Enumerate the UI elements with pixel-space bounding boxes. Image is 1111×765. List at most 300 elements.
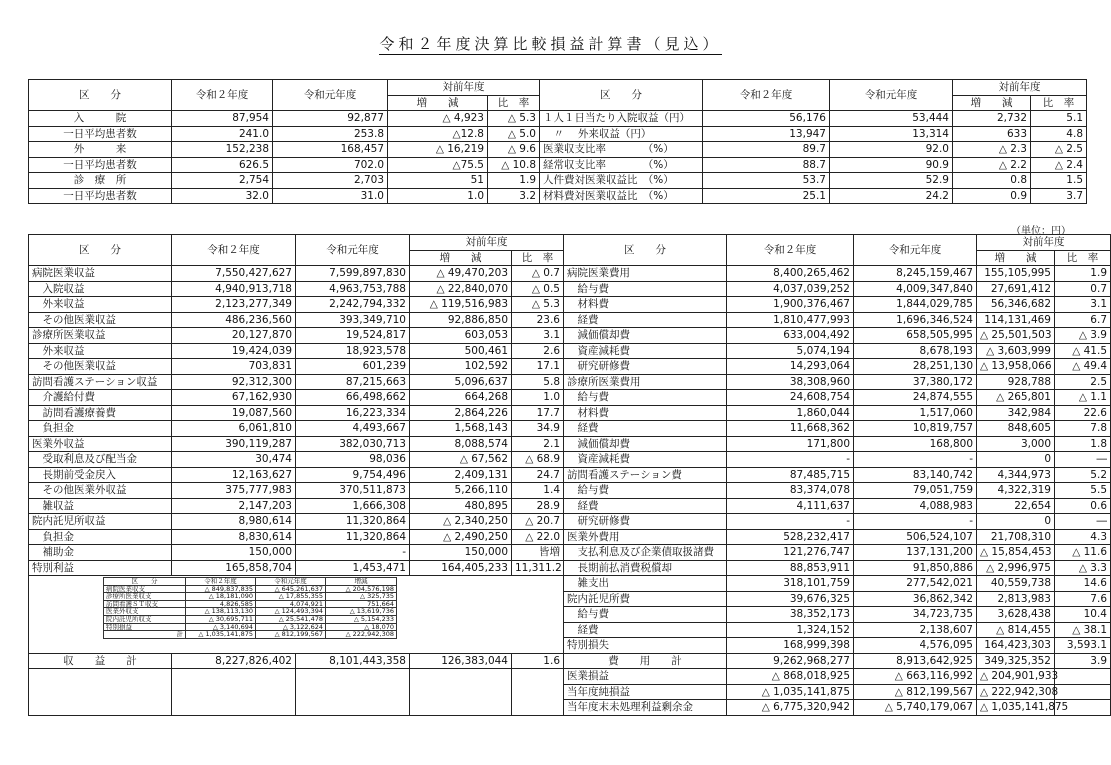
row-label: 院内託児所費 — [564, 591, 727, 607]
table-cell: 349,325,352 — [977, 653, 1055, 669]
table-cell: 1,666,308 — [296, 498, 410, 514]
header-zougen: 増 減 — [953, 95, 1031, 111]
table-cell: 24,874,555 — [854, 390, 977, 406]
table-cell: 4,111,637 — [727, 498, 854, 514]
table-cell: △ 204,901,933 — [977, 669, 1055, 685]
row-label: その他医業収益 — [29, 312, 172, 328]
table-cell: 66,498,662 — [296, 390, 410, 406]
table-cell: △ 20.7 — [512, 514, 564, 530]
table-cell: △ 3.9 — [1055, 328, 1111, 344]
table-row — [29, 421, 1111, 437]
row-label: 補助金 — [29, 545, 172, 561]
table-cell: 34.9 — [512, 421, 564, 437]
table-cell: △12.8 — [388, 126, 488, 142]
row-label: 長期前受金戻入 — [29, 467, 172, 483]
inset-cell: △ 849,837,835 — [186, 585, 256, 593]
table-cell: 121,276,747 — [727, 545, 854, 561]
table-cell: △75.5 — [388, 157, 488, 173]
row-label: 一日平均患者数 — [29, 126, 172, 142]
table-cell: 4,009,347,840 — [854, 281, 977, 297]
table-cell: 4,963,753,788 — [296, 281, 410, 297]
table-cell: △ 22.0 — [512, 529, 564, 545]
table-row — [29, 328, 1111, 344]
inset-cell: 751,664 — [326, 600, 397, 608]
header-r1: 令和元年度 — [830, 80, 953, 111]
table-cell: 19,087,560 — [172, 405, 296, 421]
table-cell: 1,517,060 — [854, 405, 977, 421]
table-cell: 34,723,735 — [854, 607, 977, 623]
header-hiritsu: 比 率 — [512, 250, 564, 266]
row-label: 材料費対医業収益比 （%） — [540, 188, 703, 204]
table-cell: 1,860,044 — [727, 405, 854, 421]
inset-cell: 4,074,921 — [256, 600, 326, 608]
inset-header: 増減 — [326, 578, 397, 586]
table-cell: 51 — [388, 173, 488, 189]
inset-cell: △ 3,122,624 — [256, 623, 326, 631]
table-cell: 2,703 — [273, 173, 388, 189]
table-cell: 83,140,742 — [854, 467, 977, 483]
table-cell: 342,984 — [977, 405, 1055, 421]
table-cell: 168,457 — [273, 142, 388, 158]
table-cell: 4,088,983 — [854, 498, 977, 514]
table-row — [29, 111, 1087, 127]
table-cell: 4,037,039,252 — [727, 281, 854, 297]
table-cell: ― — [1055, 514, 1111, 530]
table-cell: 1,844,029,785 — [854, 297, 977, 313]
inset-cell: △ 124,493,394 — [256, 608, 326, 616]
table-cell: △ 13,958,066 — [977, 359, 1055, 375]
inset-header: 令和元年度 — [256, 578, 326, 586]
row-label: 材料費 — [564, 405, 727, 421]
row-label: １人１日当たり入院収益（円） — [540, 111, 703, 127]
table-cell: 92,312,300 — [172, 374, 296, 390]
table-cell: 393,349,710 — [296, 312, 410, 328]
table-cell: 2,813,983 — [977, 591, 1055, 607]
row-label: 材料費 — [564, 297, 727, 313]
table-row — [29, 281, 1111, 297]
header-zen: 対前年度 — [410, 235, 564, 251]
inset-cell: △ 18,181,090 — [186, 593, 256, 601]
summary-inset-table — [103, 577, 397, 639]
table-cell: 2,864,226 — [410, 405, 512, 421]
table-cell: 10.4 — [1055, 607, 1111, 623]
row-label: 入 院 — [29, 111, 172, 127]
table-cell: △ 15,854,453 — [977, 545, 1055, 561]
table-cell: △ 5.0 — [488, 126, 540, 142]
page-title: 令和２年度決算比較損益計算書（見込） — [379, 35, 722, 53]
table-row — [29, 467, 1111, 483]
row-label: 医業外費用 — [564, 529, 727, 545]
patient-stats-table — [28, 79, 1087, 204]
table-cell: 5,096,637 — [410, 374, 512, 390]
table-cell: △ 3,603,999 — [977, 343, 1055, 359]
row-label: 長期前払消費税償却 — [564, 560, 727, 576]
table-cell: - — [727, 514, 854, 530]
row-label: 医業外収益 — [29, 436, 172, 452]
row-label: 院内託児所収益 — [29, 514, 172, 530]
table-cell: △ 49.4 — [1055, 359, 1111, 375]
table-cell: 3.1 — [1055, 297, 1111, 313]
row-label: 経費 — [564, 622, 727, 638]
table-cell: △ 38.1 — [1055, 622, 1111, 638]
row-label: 経費 — [564, 498, 727, 514]
table-cell: 8,980,614 — [172, 514, 296, 530]
table-cell: 1,810,477,993 — [727, 312, 854, 328]
table-row — [29, 343, 1111, 359]
table-cell: 277,542,021 — [854, 576, 977, 592]
table-cell: 38,308,960 — [727, 374, 854, 390]
header-r1: 令和元年度 — [854, 235, 977, 266]
table-cell: 88,853,911 — [727, 560, 854, 576]
table-cell: 8,227,826,402 — [172, 653, 296, 669]
table-cell: △ 0.7 — [512, 266, 564, 282]
table-cell: 3,628,438 — [977, 607, 1055, 623]
inset-cell: △ 222,942,308 — [326, 631, 397, 639]
table-cell: 1.0 — [388, 188, 488, 204]
table-cell: 22.6 — [1055, 405, 1111, 421]
table-cell: 3.1 — [512, 328, 564, 344]
table-cell: 2,123,277,349 — [172, 297, 296, 313]
table-cell: 39,676,325 — [727, 591, 854, 607]
table-cell: 4.8 — [1031, 126, 1087, 142]
row-label: 資産減耗費 — [564, 452, 727, 468]
income-statement-table — [28, 234, 1111, 716]
header-hiritsu: 比 率 — [1031, 95, 1087, 111]
table-cell: 8,830,614 — [172, 529, 296, 545]
table-cell: 92.0 — [830, 142, 953, 158]
table-cell: △ 2.5 — [1031, 142, 1087, 158]
table-cell: △ 2.3 — [953, 142, 1031, 158]
inset-cell: 4,826,585 — [186, 600, 256, 608]
row-label: 医業収支比率 （%） — [540, 142, 703, 158]
table-cell: 0.7 — [1055, 281, 1111, 297]
table-cell: 603,053 — [410, 328, 512, 344]
table-cell: 8,245,159,467 — [854, 266, 977, 282]
row-label: 訪問看護療養費 — [29, 405, 172, 421]
table-row — [29, 514, 1111, 530]
row-label: 入院収益 — [29, 281, 172, 297]
row-label: 当年度末未処理利益剰余金 — [564, 700, 727, 716]
inset-label: 診療所医業収支 — [104, 593, 186, 601]
table-cell: 5.1 — [1031, 111, 1087, 127]
table-cell: 20,127,870 — [172, 328, 296, 344]
table-cell: △ 1,035,141,875 — [727, 684, 854, 700]
table-row — [29, 436, 1111, 452]
table-cell: 703,831 — [172, 359, 296, 375]
table-cell: 168,999,398 — [727, 638, 854, 654]
table-cell: 4,344,973 — [977, 467, 1055, 483]
inset-label: 院内託児所収支 — [104, 615, 186, 623]
table-cell: 3.7 — [1031, 188, 1087, 204]
inset-cell: △ 30,695,711 — [186, 615, 256, 623]
table-cell: △ 9.6 — [488, 142, 540, 158]
table-cell: 8,400,265,462 — [727, 266, 854, 282]
table-cell: 22,654 — [977, 498, 1055, 514]
table-cell: 626.5 — [172, 157, 273, 173]
table-cell: 32.0 — [172, 188, 273, 204]
table-cell: 7,550,427,627 — [172, 266, 296, 282]
header-r2: 令和２年度 — [172, 80, 273, 111]
row-label: 外来収益 — [29, 297, 172, 313]
table-cell: 67,162,930 — [172, 390, 296, 406]
table-cell: 56,176 — [703, 111, 830, 127]
table-cell: 28,251,130 — [854, 359, 977, 375]
table-cell: 31.0 — [273, 188, 388, 204]
table-cell: 9,754,496 — [296, 467, 410, 483]
table-cell: 102,592 — [410, 359, 512, 375]
table-cell: - — [727, 452, 854, 468]
table-cell: - — [854, 514, 977, 530]
table-cell: 19,424,039 — [172, 343, 296, 359]
table-cell: - — [854, 452, 977, 468]
table-cell: 2,138,607 — [854, 622, 977, 638]
table-row — [29, 126, 1087, 142]
table-cell: 27,691,412 — [977, 281, 1055, 297]
table-cell: △ 5.3 — [512, 297, 564, 313]
table-cell: 241.0 — [172, 126, 273, 142]
table-cell: 10,819,757 — [854, 421, 977, 437]
table-cell: △ 2,490,250 — [410, 529, 512, 545]
table-cell: - — [296, 545, 410, 561]
table-cell: 0.6 — [1055, 498, 1111, 514]
table-row — [29, 312, 1111, 328]
table-cell: 24.7 — [512, 467, 564, 483]
table-cell: 5.8 — [512, 374, 564, 390]
row-label: 訪問看護ステーション収益 — [29, 374, 172, 390]
empty-cell — [172, 669, 296, 716]
table-row — [29, 359, 1111, 375]
table-cell: 52.9 — [830, 173, 953, 189]
table-row — [29, 498, 1111, 514]
row-label: 減価償却費 — [564, 328, 727, 344]
table-cell: 2,732 — [953, 111, 1031, 127]
empty-cell — [1055, 669, 1111, 685]
table-cell: 1.5 — [1031, 173, 1087, 189]
table-cell: △ 265,801 — [977, 390, 1055, 406]
table-cell: 90.9 — [830, 157, 953, 173]
table-cell: 1.9 — [1055, 266, 1111, 282]
table-cell: 7,599,897,830 — [296, 266, 410, 282]
table-cell: △ 41.5 — [1055, 343, 1111, 359]
row-label: 診療所医業費用 — [564, 374, 727, 390]
row-label: 一日平均患者数 — [29, 157, 172, 173]
table-cell: 506,524,107 — [854, 529, 977, 545]
row-label: 減価償却費 — [564, 436, 727, 452]
table-cell: 1.8 — [1055, 436, 1111, 452]
table-cell: 150,000 — [410, 545, 512, 561]
header-kubun: 区 分 — [564, 235, 727, 266]
row-label: 給与費 — [564, 483, 727, 499]
table-cell: 11,320,864 — [296, 514, 410, 530]
table-cell: 79,051,759 — [854, 483, 977, 499]
table-row — [29, 452, 1111, 468]
table-cell: △ 0.5 — [512, 281, 564, 297]
table-row — [29, 374, 1111, 390]
table-cell: 7.6 — [1055, 591, 1111, 607]
inset-cell: △ 25,541,478 — [256, 615, 326, 623]
table-cell: 528,232,417 — [727, 529, 854, 545]
row-label: 外 来 — [29, 142, 172, 158]
inset-label: 特別損益 — [104, 623, 186, 631]
row-label: 給与費 — [564, 390, 727, 406]
table-cell: 87,215,663 — [296, 374, 410, 390]
table-cell: 1,696,346,524 — [854, 312, 977, 328]
table-cell: 21,708,310 — [977, 529, 1055, 545]
inset-cell: △ 812,199,567 — [256, 631, 326, 639]
total-label: 費 用 計 — [564, 653, 727, 669]
table-cell: 848,605 — [977, 421, 1055, 437]
table-cell: 164,423,303 — [977, 638, 1055, 654]
table-cell: 253.8 — [273, 126, 388, 142]
table-cell: 155,105,995 — [977, 266, 1055, 282]
row-label: 研究研修費 — [564, 514, 727, 530]
table-cell: 8,088,574 — [410, 436, 512, 452]
table-cell: 633,004,492 — [727, 328, 854, 344]
row-label: 病院医業収益 — [29, 266, 172, 282]
table-row — [29, 390, 1111, 406]
table-cell: 4,322,319 — [977, 483, 1055, 499]
header-hiritsu: 比 率 — [488, 95, 540, 111]
header-r1: 令和元年度 — [273, 80, 388, 111]
row-label: 特別利益 — [29, 560, 172, 576]
empty-cell — [296, 669, 410, 716]
table-cell: 137,131,200 — [854, 545, 977, 561]
header-kubun: 区 分 — [540, 80, 703, 111]
row-label: 特別損失 — [564, 638, 727, 654]
table-cell: 114,131,469 — [977, 312, 1055, 328]
table-cell: △ 25,501,503 — [977, 328, 1055, 344]
table-cell: 12,163,627 — [172, 467, 296, 483]
table-cell: △ 1,035,141,875 — [977, 700, 1055, 716]
row-label: 受取利息及び配当金 — [29, 452, 172, 468]
table-row — [29, 560, 1111, 576]
inset-cell: △ 204,576,198 — [326, 585, 397, 593]
table-cell: 168,800 — [854, 436, 977, 452]
table-cell: 92,877 — [273, 111, 388, 127]
inset-cell: △ 5,154,233 — [326, 615, 397, 623]
row-label: 医業損益 — [564, 669, 727, 685]
row-label: 負担金 — [29, 421, 172, 437]
table-cell: 14,293,064 — [727, 359, 854, 375]
inset-cell: △ 3,140,694 — [186, 623, 256, 631]
table-cell: 8,678,193 — [854, 343, 977, 359]
inset-label: 訪問看護ＳＴ収支 — [104, 600, 186, 608]
empty-cell — [1055, 684, 1111, 700]
table-cell: 98,036 — [296, 452, 410, 468]
inset-label: 医業外収支 — [104, 608, 186, 616]
table-cell: 87,954 — [172, 111, 273, 127]
table-cell: 16,223,334 — [296, 405, 410, 421]
table-cell: △ 222,942,308 — [977, 684, 1055, 700]
table-cell: 370,511,873 — [296, 483, 410, 499]
table-cell: 2,754 — [172, 173, 273, 189]
row-label: 雑支出 — [564, 576, 727, 592]
inset-label: 病院医業収支 — [104, 585, 186, 593]
row-label: 人件費対医業収益比 （%） — [540, 173, 703, 189]
table-cell: 11,311.2 — [512, 560, 564, 576]
table-cell: 664,268 — [410, 390, 512, 406]
table-cell: 36,862,342 — [854, 591, 977, 607]
table-cell: 3,000 — [977, 436, 1055, 452]
table-cell: 375,777,983 — [172, 483, 296, 499]
header-r1: 令和元年度 — [296, 235, 410, 266]
table-cell: 83,374,078 — [727, 483, 854, 499]
inset-cell: △ 18,070 — [326, 623, 397, 631]
row-label: 雑収益 — [29, 498, 172, 514]
header-r2: 令和２年度 — [172, 235, 296, 266]
table-cell: 5.2 — [1055, 467, 1111, 483]
table-cell: △ 49,470,203 — [410, 266, 512, 282]
table-cell: △ 10.8 — [488, 157, 540, 173]
table-cell: 53,444 — [830, 111, 953, 127]
table-cell: △ 868,018,925 — [727, 669, 854, 685]
header-kubun: 区 分 — [29, 235, 172, 266]
table-cell: △ 5,740,179,067 — [854, 700, 977, 716]
table-cell: 390,119,287 — [172, 436, 296, 452]
table-row — [29, 545, 1111, 561]
header-zen: 対前年度 — [388, 80, 540, 96]
table-cell: 658,505,995 — [854, 328, 977, 344]
inset-cell: △ 17,855,355 — [256, 593, 326, 601]
table-cell: 24.2 — [830, 188, 953, 204]
table-cell: 24,608,754 — [727, 390, 854, 406]
table-cell: 2,147,203 — [172, 498, 296, 514]
table-row — [29, 142, 1087, 158]
table-cell: 19,524,817 — [296, 328, 410, 344]
table-cell: 318,101,759 — [727, 576, 854, 592]
table-cell: 91,850,886 — [854, 560, 977, 576]
row-label: 経費 — [564, 421, 727, 437]
table-cell: △ 2,340,250 — [410, 514, 512, 530]
table-cell: 17.7 — [512, 405, 564, 421]
row-label: 診療所医業収益 — [29, 328, 172, 344]
inset-cell: △ 138,113,130 — [186, 608, 256, 616]
table-cell: 5,074,194 — [727, 343, 854, 359]
row-label: その他医業収益 — [29, 359, 172, 375]
row-label: 経常収支比率 （%） — [540, 157, 703, 173]
table-cell: 30,474 — [172, 452, 296, 468]
table-cell: 37,380,172 — [854, 374, 977, 390]
table-cell: 486,236,560 — [172, 312, 296, 328]
row-label: 支払利息及び企業債取扱諸費 — [564, 545, 727, 561]
table-row — [29, 297, 1111, 313]
header-zen: 対前年度 — [977, 235, 1111, 251]
table-cell: 0.9 — [953, 188, 1031, 204]
inset-header: 令和２年度 — [186, 578, 256, 586]
table-cell: 2,242,794,332 — [296, 297, 410, 313]
table-row — [29, 173, 1087, 189]
table-cell: 6,061,810 — [172, 421, 296, 437]
inset-header: 区 分 — [104, 578, 186, 586]
table-cell: 17.1 — [512, 359, 564, 375]
table-row — [29, 266, 1111, 282]
table-cell: 3,593.1 — [1055, 638, 1111, 654]
table-cell: △ 3.3 — [1055, 560, 1111, 576]
inset-cell: △ 645,261,637 — [256, 585, 326, 593]
table-row — [29, 483, 1111, 499]
table-cell: 4,576,095 — [854, 638, 977, 654]
table-cell: 1.4 — [512, 483, 564, 499]
table-cell: △ 812,199,567 — [854, 684, 977, 700]
table-cell: 9,262,968,277 — [727, 653, 854, 669]
table-cell: 13,947 — [703, 126, 830, 142]
table-cell: △ 67,562 — [410, 452, 512, 468]
table-cell: 2,409,131 — [410, 467, 512, 483]
table-cell: 126,383,044 — [410, 653, 512, 669]
row-label: 資産減耗費 — [564, 343, 727, 359]
table-cell: △ 2,996,975 — [977, 560, 1055, 576]
table-cell: 11,320,864 — [296, 529, 410, 545]
